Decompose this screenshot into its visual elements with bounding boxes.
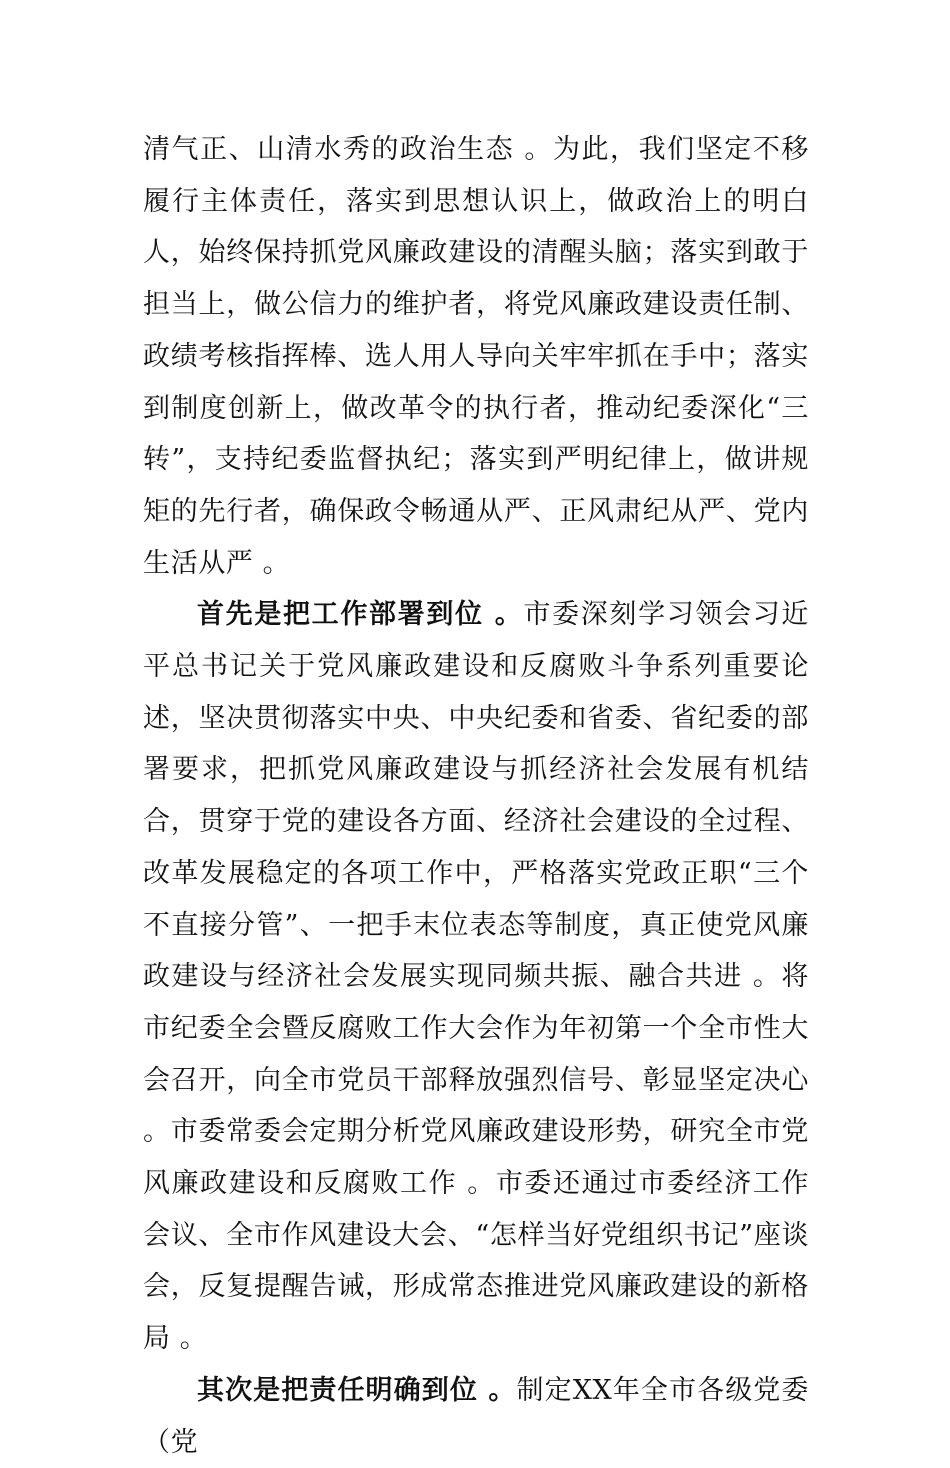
paragraph-continuation bbox=[143, 124, 809, 589]
paragraph-work-deployment bbox=[143, 589, 809, 1365]
document-body bbox=[143, 124, 809, 1468]
paragraph-lead-heading: 首先是把工作部署到位 。 bbox=[197, 599, 524, 631]
paragraph-lead-heading: 其次是把责任明确到位 。 bbox=[197, 1374, 517, 1406]
paragraph-text: 市委深刻学习领会习近平总书记关于党风廉政建设和反腐败斗争系列重要论述，坚决贯彻落实中央、中央纪委和省委、省纪委的部署要求，把抓党风廉政建设与抓经济社会发展有机结合，贯穿于党的建设各方面、经济社会建设的全过程、改革发展稳定的各项工作中，严格落实党政正职“三个不直接分管”、一把手末位表态等制度，真正使党风廉政建设与经济社会发展实现同频共振、融合共进 。将市纪委全会暨反腐败工作大会作为年初第一个全市性大会召开，向全市党员干部释放强烈信号、彰显坚定决心 。市委常委会定期分析党风廉政建设形势，研究全市党风廉政建设和反腐败工作 。市委还通过市委经济工作会议、全市作风建设大会、“怎样当好党组织书记”座谈会，反复提醒告诫，形成常态推进党风廉政建设的新格局 。 bbox=[143, 599, 810, 1355]
paragraph-text: 清气正、山清水秀的政治生态 。为此，我们坚定不移履行主体责任，落实到思想认识上，做政治上的明白人，始终保持抓党风廉政建设的清醒头脑；落实到敢于担当上，做公信力的维护者，将党风廉政建设责任制、政绩考核指挥棒、选人用人导向关牢牢抓在手中；落实到制度创新上，做改革令的执行者，推动纪委深化“三转”，支持纪委监督执纪；落实到严明纪律上，做讲规矩的先行者，确保政令畅通从严、正风肃纪从严、党内生活从严 。 bbox=[143, 134, 809, 579]
paragraph-text: 制定XX年全市各级党委（党 bbox=[143, 1374, 809, 1458]
paragraph-responsibility bbox=[143, 1365, 809, 1468]
